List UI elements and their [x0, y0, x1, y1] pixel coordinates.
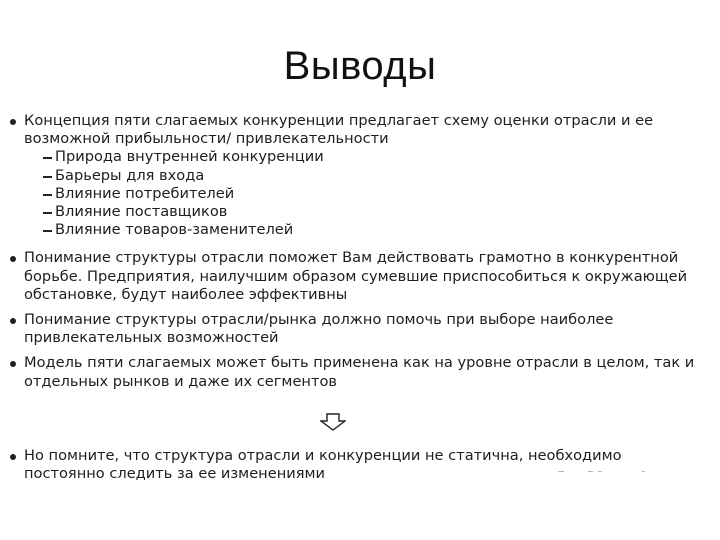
sub-item	[43, 148, 700, 166]
sub-item-text: Природа внутренней конкуренции	[55, 148, 324, 166]
bullet-dot-icon	[10, 361, 16, 367]
bullet-item	[10, 354, 700, 390]
bullet-text: Понимание структуры отрасли поможет Вам действовать грамотно в конкурентной борьбе. Предприятия, наилучшим образом сумевшие приспособиться к окружающей обстановке, будут наиболее эффективны	[24, 249, 688, 303]
sub-item	[43, 203, 700, 221]
bullet-item	[10, 311, 700, 347]
dash-icon	[43, 230, 52, 232]
sub-item	[43, 167, 700, 185]
scan-artifact	[558, 470, 648, 473]
arrow-container	[10, 391, 700, 447]
bullet-text: Модель пяти слагаемых может быть применена как на уровне отрасли в целом, так и отдельных рынков и даже их сегментов	[24, 354, 695, 390]
bullet-item	[10, 447, 700, 483]
sub-item	[43, 221, 700, 239]
bullet-text: Понимание структуры отрасли/рынка должно помочь при выборе наиболее привлекательных возможностей	[24, 311, 614, 347]
sub-item	[43, 185, 700, 203]
sub-item-text: Влияние поставщиков	[55, 203, 228, 221]
slide-title-text: Выводы	[283, 44, 437, 88]
sub-item-text: Влияние потребителей	[55, 184, 235, 202]
down-arrow-outline-icon	[320, 413, 346, 431]
bullet-dot-icon	[10, 119, 16, 125]
bullet-item	[10, 112, 700, 239]
slide-title	[0, 44, 720, 89]
bullet-dot-icon	[10, 256, 16, 262]
dash-icon	[43, 176, 52, 178]
dash-icon	[43, 194, 52, 196]
slide-content	[10, 112, 700, 483]
bullet-item	[10, 249, 700, 304]
sub-list	[24, 148, 700, 239]
sub-item-text: Барьеры для входа	[55, 166, 205, 184]
bullet-text: Концепция пяти слагаемых конкуренции предлагает схему оценки отрасли и ее возможной прибыльности/ привлекательности	[24, 112, 654, 148]
bullet-dot-icon	[10, 318, 16, 324]
bullet-text: Но помните, что структура отрасли и конкуренции не статична, необходимо постоянно следить за ее изменениями	[24, 446, 622, 483]
bullet-dot-icon	[10, 454, 16, 460]
dash-icon	[43, 157, 52, 159]
dash-icon	[43, 212, 52, 214]
sub-item-text: Влияние товаров-заменителей	[55, 221, 294, 239]
